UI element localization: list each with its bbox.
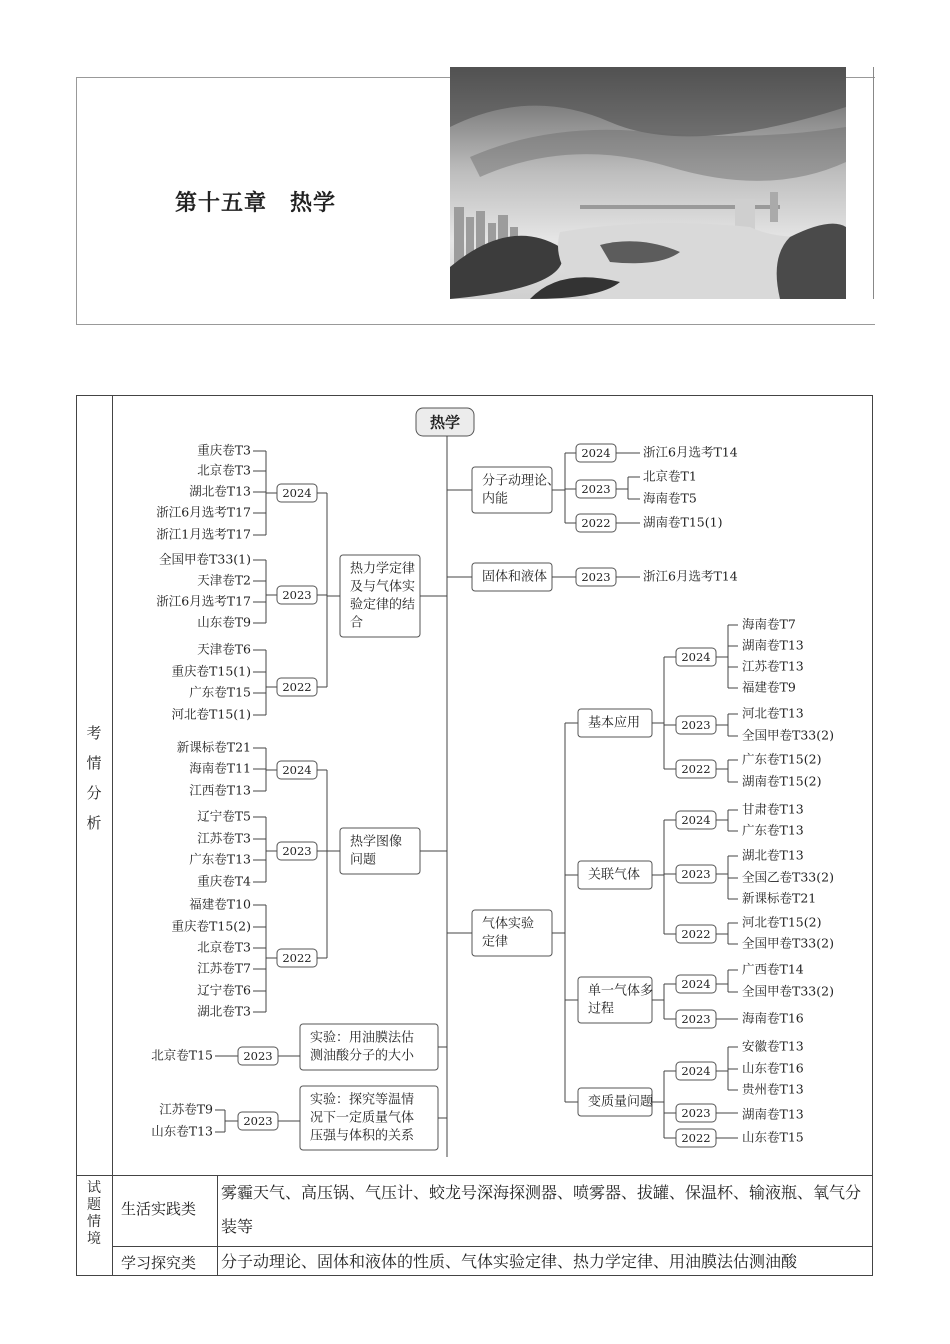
category-label: 气体实验: [482, 916, 535, 932]
category-label: 问题: [350, 852, 377, 868]
exam-item: 湖北卷T13: [189, 483, 251, 499]
year-label: 2022: [581, 516, 611, 530]
year-label: 2024: [282, 486, 312, 500]
category-label: 内能: [482, 491, 509, 507]
category-label: 定律: [482, 934, 509, 950]
exam-item: 江苏卷T9: [159, 1101, 213, 1117]
year-label: 2024: [681, 813, 711, 827]
exam-item: 山东卷T9: [197, 614, 251, 630]
exam-item: 广东卷T13: [742, 822, 804, 838]
year-label: 2023: [681, 1012, 711, 1026]
category-label: 单一气体多: [588, 983, 654, 999]
exam-item: 湖南卷T13: [742, 637, 804, 653]
exam-item: 江苏卷T3: [197, 830, 251, 846]
exam-item: 广东卷T15: [189, 684, 251, 700]
exam-item: 山东卷T15: [742, 1129, 804, 1145]
year-label: 2023: [681, 1106, 711, 1120]
exam-item: 新课标卷T21: [176, 739, 251, 755]
exam-item: 重庆卷T3: [197, 442, 251, 458]
category-label: 压强与体积的关系: [310, 1128, 415, 1144]
exam-item: 辽宁卷T5: [197, 808, 251, 824]
exam-item: 河北卷T15(1): [171, 706, 251, 722]
year-label: 2023: [681, 718, 711, 732]
exam-item: 福建卷T9: [742, 679, 796, 695]
exam-item: 山东卷T16: [742, 1060, 804, 1076]
category-label: 分子动理论、: [482, 473, 561, 489]
year-label: 2023: [581, 570, 611, 584]
exam-item: 湖南卷T15(1): [643, 514, 723, 530]
category-label: 固体和液体: [482, 569, 548, 585]
exam-item: 天津卷T6: [197, 641, 251, 657]
category-label: 及与气体实: [350, 579, 416, 595]
exam-item: 浙江1月选考T17: [156, 526, 251, 542]
exam-item: 重庆卷T15(2): [171, 918, 251, 934]
analysis-label: 考 情 分 析: [86, 724, 102, 832]
row-text-study-inquiry: 分子动理论、固体和液体的性质、气体实验定律、热力学定律、用油膜法估测油酸: [221, 1252, 798, 1271]
year-label: 2024: [681, 977, 711, 991]
exam-item: 江苏卷T7: [197, 960, 251, 976]
root-label: 热学: [429, 413, 461, 432]
category-label: 验定律的结: [350, 597, 416, 613]
exam-item: 湖北卷T13: [742, 847, 804, 863]
category-label: 热力学定律: [350, 561, 416, 577]
category-label: 合: [350, 615, 364, 631]
exam-item: 广东卷T13: [189, 851, 251, 867]
exam-item: 山东卷T13: [151, 1123, 213, 1139]
year-label: 2022: [681, 927, 711, 941]
year-label: 2023: [282, 844, 312, 858]
year-label: 2024: [681, 650, 711, 664]
exam-item: 新课标卷T21: [742, 890, 817, 906]
year-label: 2023: [243, 1114, 273, 1128]
exam-item: 河北卷T15(2): [742, 914, 822, 930]
year-label: 2023: [243, 1049, 273, 1063]
category-label: 关联气体: [588, 867, 641, 883]
row-text-life-practice: 雾霾天气、高压锅、气压计、蛟龙号深海探测器、喷雾器、拔罐、保温杯、输液瓶、氧气分装等: [221, 1183, 862, 1236]
category-label: 实验：用油膜法估: [310, 1030, 415, 1046]
exam-item: 浙江6月选考T14: [643, 444, 738, 460]
exam-item: 福建卷T10: [189, 896, 251, 912]
exam-item: 全国乙卷T33(2): [742, 869, 834, 885]
exam-item: 湖南卷T13: [742, 1106, 804, 1122]
exam-item: 江苏卷T13: [742, 658, 804, 674]
exam-item: 北京卷T3: [197, 939, 251, 955]
exam-item: 海南卷T16: [742, 1010, 804, 1026]
exam-item: 浙江6月选考T17: [156, 504, 251, 520]
exam-item: 全国甲卷T33(2): [742, 935, 834, 951]
exam-item: 海南卷T7: [742, 616, 796, 632]
exam-item: 广东卷T15(2): [742, 751, 822, 767]
category-label: 过程: [588, 1001, 615, 1017]
exam-item: 辽宁卷T6: [197, 982, 251, 998]
exam-item: 安徽卷T13: [742, 1038, 804, 1054]
exam-item: 重庆卷T4: [197, 873, 251, 889]
year-label: 2023: [282, 588, 312, 602]
exam-item: 全国甲卷T33(1): [159, 551, 251, 567]
exam-item: 江西卷T13: [189, 782, 251, 798]
exam-item: 北京卷T3: [197, 462, 251, 478]
exam-item: 贵州卷T13: [742, 1081, 804, 1097]
year-label: 2023: [681, 867, 711, 881]
exam-item: 广西卷T14: [742, 961, 804, 977]
exam-item: 北京卷T1: [643, 468, 697, 484]
exam-item: 湖南卷T15(2): [742, 773, 822, 789]
chapter-title: 第十五章 热学: [175, 191, 337, 216]
exam-item: 浙江6月选考T17: [156, 593, 251, 609]
context-label: 试 题 情 境: [87, 1180, 101, 1247]
year-label: 2024: [282, 763, 312, 777]
row-label-study-inquiry: 学习探究类: [121, 1254, 197, 1272]
exam-item: 甘肃卷T13: [742, 801, 804, 817]
exam-item: 海南卷T5: [643, 490, 697, 506]
row-label-life-practice: 生活实践类: [121, 1200, 197, 1218]
exam-item: 全国甲卷T33(2): [742, 983, 834, 999]
category-label: 基本应用: [588, 715, 641, 731]
exam-item: 北京卷T15: [151, 1047, 213, 1063]
exam-item: 全国甲卷T33(2): [742, 727, 834, 743]
category-label: 测油酸分子的大小: [310, 1048, 415, 1064]
category-label: 变质量问题: [588, 1094, 654, 1110]
category-label: 况下一定质量气体: [310, 1110, 415, 1126]
exam-item: 湖北卷T3: [197, 1003, 251, 1019]
exam-item: 重庆卷T15(1): [171, 663, 251, 679]
year-label: 2022: [282, 951, 312, 965]
year-label: 2024: [681, 1064, 711, 1078]
year-label: 2023: [581, 482, 611, 496]
exam-item: 河北卷T13: [742, 705, 804, 721]
year-label: 2022: [681, 1131, 711, 1145]
exam-item: 海南卷T11: [189, 760, 251, 776]
exam-item: 浙江6月选考T14: [643, 568, 738, 584]
year-label: 2024: [581, 446, 611, 460]
exam-item: 天津卷T2: [197, 572, 251, 588]
category-label: 实验：探究等温情: [310, 1092, 415, 1108]
category-label: 热学图像: [350, 834, 403, 850]
year-label: 2022: [282, 680, 312, 694]
year-label: 2022: [681, 762, 711, 776]
